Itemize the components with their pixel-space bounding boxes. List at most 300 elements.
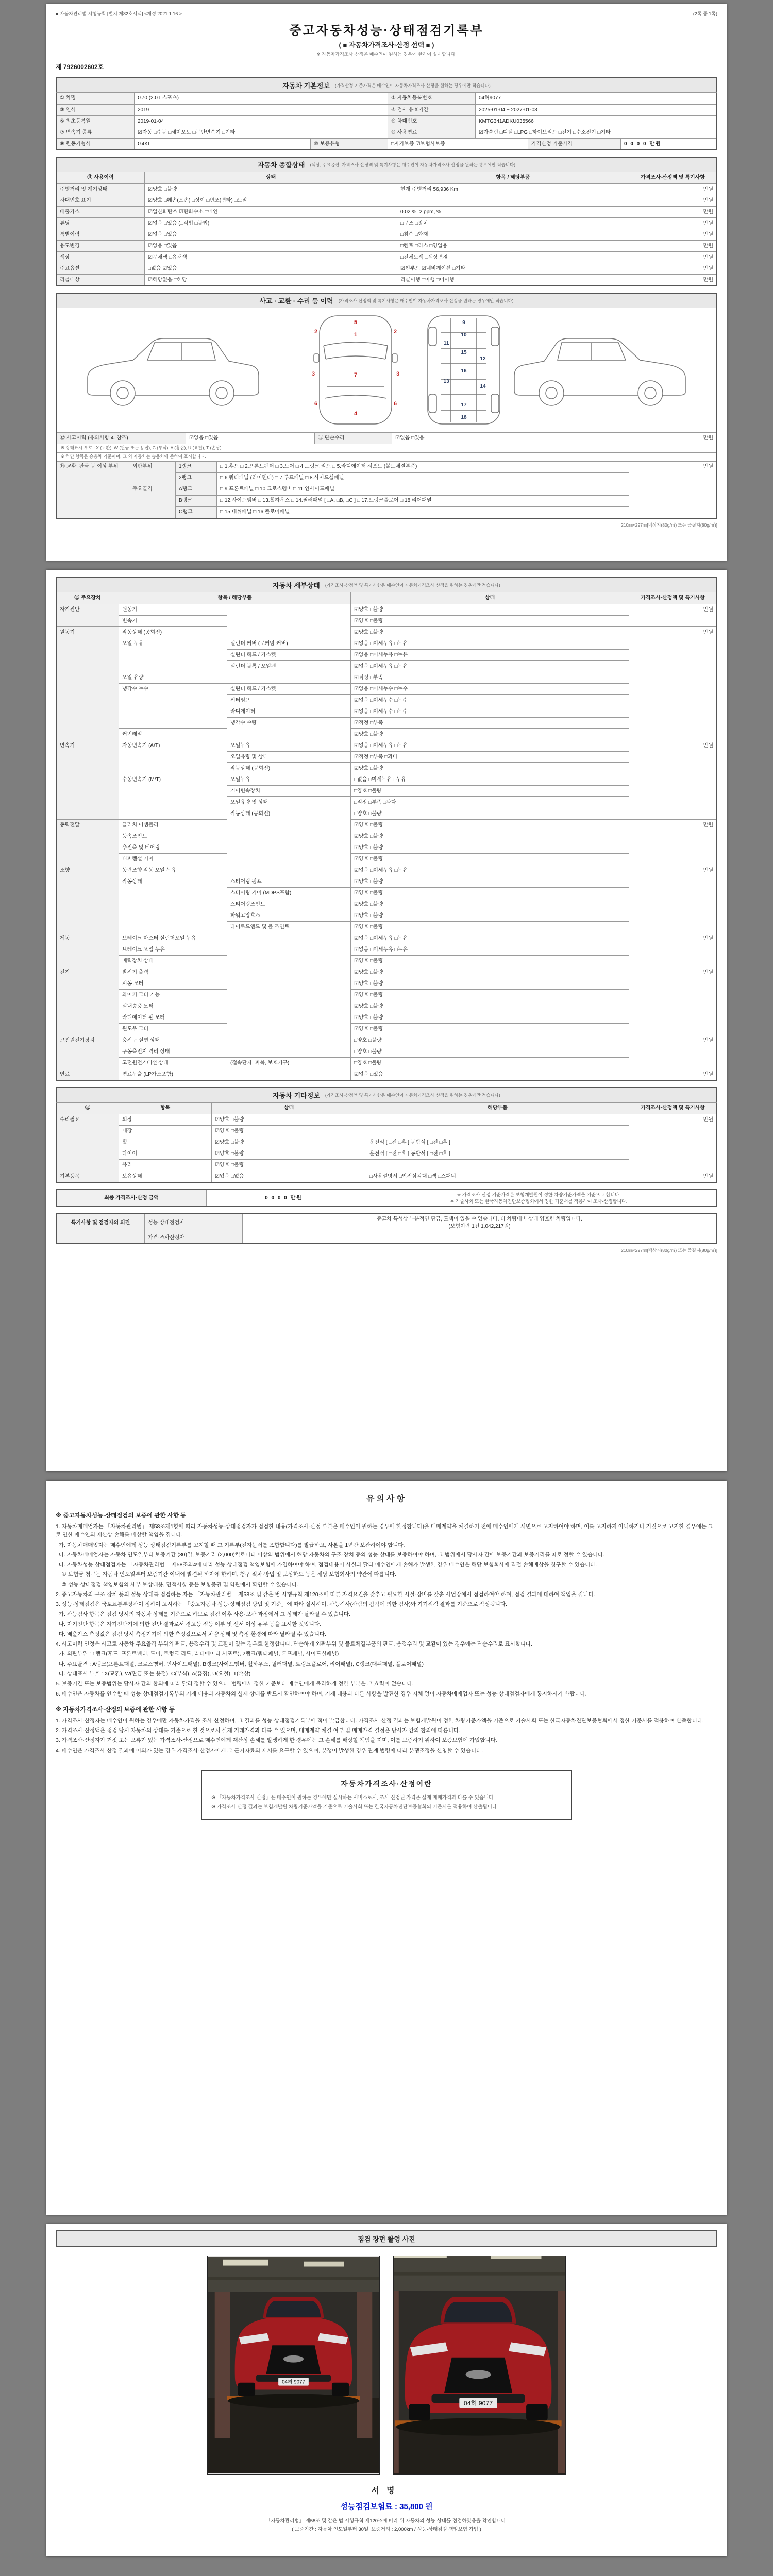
item-cell: 보유상태 xyxy=(119,1171,211,1182)
price-cell: 만원 xyxy=(629,229,716,240)
group-cell xyxy=(57,955,119,967)
detail-row xyxy=(57,808,716,819)
sub-cell xyxy=(227,626,350,638)
price-cell xyxy=(629,660,716,672)
checkbox-cell: ☑가솔린 □디젤 □LPG □하이브리드 □전기 □수소전기 □기타 xyxy=(475,127,716,138)
item-cell: 변속기 xyxy=(119,615,227,626)
appraiser-label-cell: 가격·조사산정자 xyxy=(144,1232,242,1243)
price-cell: 만원 xyxy=(629,183,716,195)
item-cell: 오일 누유 xyxy=(119,638,227,649)
price-cell xyxy=(629,706,716,717)
summary-row xyxy=(57,183,716,195)
license-plate-text: 04허 9077 xyxy=(282,2379,305,2385)
item-cell: 유리 xyxy=(119,1159,211,1171)
item-cell: 충전구 절연 상태 xyxy=(119,1035,227,1046)
status-cell: ☑없음 □미세누유 □누유 xyxy=(350,660,629,672)
basic-section-header xyxy=(56,77,717,93)
svg-text:6: 6 xyxy=(393,401,397,407)
status-cell: ☑없음 □있음 xyxy=(186,432,314,444)
price-cell: 만원 xyxy=(629,865,716,876)
group-cell: 기본품목 xyxy=(57,1171,119,1182)
label-cell: ⑥ 차대번호 xyxy=(388,115,475,127)
notice-paragraph: 다. 자동차성능·상태점검자는 「자동차관리법」 제58조의4에 따라 성능·상태점검 책임보험에 가입하여야 하며, 점검내용이 사실과 달라 매수인에게 손해가 발생한 경우 매수인은 해당 보험회사에 직접 손해배상을 청구할 수 있습니다. xyxy=(56,1562,597,1568)
item-cell xyxy=(119,910,227,921)
item-cell: 라디에이터 팬 모터 xyxy=(119,1012,227,1023)
final-price-table xyxy=(56,1189,717,1207)
inspection-insurance-fee: 성능점검보험료 : 35,800 원 xyxy=(340,2502,433,2511)
price-cell: 만원 xyxy=(629,1035,716,1046)
group-cell xyxy=(57,944,119,955)
legend-text: ※ 하단 항목은 승용차 기준이며, 그 외 자동차는 승용차에 준하여 표시합니다. xyxy=(57,452,716,461)
status-cell: ☑양호 □불량 xyxy=(350,887,629,899)
price-cell xyxy=(629,762,716,774)
sub-cell xyxy=(227,672,350,683)
rank-row xyxy=(57,506,716,518)
status-cell: □양호 □불량 xyxy=(350,785,629,796)
etc-section-note: (가격조사·산정액 및 특기사항은 매수인이 자동차가격조사·산정을 원하는 경우에만 적습니다) xyxy=(325,1092,500,1098)
notice-paragraph: 6. 매수인은 자동차를 인수할 때 성능·상태점검기록부의 기재 내용과 자동차의 실제 상태를 반드시 확인하여야 하며, 기재 내용과 다른 사항을 발견한 경우 지체 없이 자동차매매업자 또는 성능·상태점검자에게 통지하시기 바랍니다. xyxy=(56,1690,587,1697)
header-cell: 상태 xyxy=(211,1103,366,1114)
legend-text: ※ 상태표시 부호 : X (교환), W (판금 또는 용접), C (부식), A (흠집), U (요철), T (손상) xyxy=(57,444,716,452)
inspection-photo-1 xyxy=(207,2256,380,2475)
page-number: (2쪽 중 1쪽) xyxy=(693,11,717,16)
status-cell: ☑없음 □미세누유 □누유 xyxy=(350,649,629,660)
status-cell: ☑양호 □불량 xyxy=(211,1125,366,1137)
final-note-line: ※ 기술사회 또는 한국자동차진단보증협회에서 정한 기준서를 적용하여 조사·산정합니다. xyxy=(450,1198,628,1204)
summary-row xyxy=(57,229,716,240)
group-cell xyxy=(57,706,119,717)
svg-text:4: 4 xyxy=(354,411,358,417)
sub-cell: 오일유량 및 상태 xyxy=(227,751,350,762)
detail-row xyxy=(57,672,716,683)
group-cell xyxy=(57,1125,119,1137)
status-cell: ☑양호 □불량 xyxy=(350,978,629,989)
etc-row xyxy=(57,1125,716,1137)
price-cell xyxy=(629,842,716,853)
group-cell xyxy=(57,1001,119,1012)
status-cell: ☑없음 □있음 xyxy=(144,229,397,240)
part-cell: 외판부위 xyxy=(129,461,175,472)
summary-header-row xyxy=(57,172,716,183)
group-cell xyxy=(57,921,119,933)
group-cell xyxy=(57,683,119,694)
notice-paragraph: 3. 가격조사·산정자가 거짓 또는 오류가 있는 가격조사·산정으로 매수인에게 재산상 손해를 발생하게 한 경우에는 그 손해를 배상할 책임을 지며, 이를 보증하기 위하여 보증보험에 가입합니다. xyxy=(56,1737,497,1744)
rank-row xyxy=(57,484,716,495)
status-cell: ☑양호 □불량 xyxy=(350,910,629,921)
sub-cell: (접속단자, 피복, 보호기구) xyxy=(227,1057,350,1069)
svg-text:6: 6 xyxy=(314,401,318,407)
label-cell: ⑬ 단순수리 xyxy=(314,432,392,444)
label-cell: 리콜대상 xyxy=(57,274,144,285)
sub-cell xyxy=(227,1046,350,1057)
price-cell: 만원 xyxy=(629,819,716,831)
group-cell xyxy=(57,876,119,887)
page-1 xyxy=(46,4,727,561)
page-title: 중고자동차성능·상태점검기록부 xyxy=(289,24,484,38)
accident-history-row xyxy=(57,432,716,444)
group-cell xyxy=(57,1057,119,1069)
sub-cell: 실린더 커버 (로커암 커버) xyxy=(227,638,350,649)
item-cell xyxy=(119,785,227,796)
sub-cell xyxy=(227,1069,350,1080)
price-cell xyxy=(629,989,716,1001)
item-cell: 외장 xyxy=(119,1114,211,1125)
label-cell: 특별이력 xyxy=(57,229,144,240)
price-cell xyxy=(629,1046,716,1057)
notice-paragraph: 4. 매수인은 가격조사·산정 결과에 이의가 있는 경우 가격조사·산정자에게 그 근거자료의 제시를 요구할 수 있으며, 분쟁이 발생한 경우 관계 법령에 따라 분쟁조정을 신청할 수 있습니다. xyxy=(56,1747,483,1754)
item-cell: 커먼레일 xyxy=(119,728,227,740)
price-cell xyxy=(629,955,716,967)
sub-cell: 기어변속장치 xyxy=(227,785,350,796)
detail-row xyxy=(57,842,716,853)
detail-row xyxy=(57,706,716,717)
basic-section-title: 자동차 기본정보 xyxy=(282,82,330,90)
label-cell: 용도변경 xyxy=(57,240,144,251)
detail-header-row xyxy=(57,592,716,604)
inspector-opinion-line: 중고차 특성상 부분적인 판금, 도색이 있을 수 있습니다. 타 차량대비 상태 양호한 차량입니다. xyxy=(376,1216,583,1223)
detail-row xyxy=(57,762,716,774)
status-cell: □양호 □불량 xyxy=(350,1035,629,1046)
basic-row xyxy=(57,127,716,138)
summary-section xyxy=(56,157,717,286)
status-cell: ☑양호 □불량 xyxy=(350,728,629,740)
rank-row xyxy=(57,472,716,484)
sub-cell: 작동상태 (공회전) xyxy=(227,808,350,819)
final-price-row xyxy=(57,1190,716,1206)
final-price-amount: 0 0 0 0 만원 xyxy=(206,1190,361,1206)
rank-row xyxy=(57,461,716,472)
header-cell: 상태 xyxy=(144,172,397,183)
detail-row xyxy=(57,694,716,706)
car-diagram-cell xyxy=(57,308,716,432)
item-cell: 내장 xyxy=(119,1125,211,1137)
exchange-label-cell: ⑭ 교환, 판금 등 이상 부위 xyxy=(57,461,129,472)
svg-text:16: 16 xyxy=(461,368,467,374)
sub-cell: 작동상태 (공회전) xyxy=(227,762,350,774)
opinion-table xyxy=(56,1213,717,1244)
group-cell xyxy=(57,910,119,921)
svg-text:15: 15 xyxy=(461,350,467,355)
header-cell: 항목 xyxy=(119,1103,211,1114)
detail-row xyxy=(57,728,716,740)
group-cell: 제동 xyxy=(57,933,119,944)
sub-cell xyxy=(227,728,350,740)
notice-title: 유의사항 xyxy=(366,1495,407,1503)
status-cell: ☑양호 □불량 xyxy=(350,604,629,615)
header-cell: ⑪ 사용이력 xyxy=(57,172,144,183)
notice-paragraph: ① 보험금 청구는 자동차 인도일부터 보증기간 이내에 발견된 하자에 한하며, 청구 절차·방법 및 보상한도 등은 해당 보험회사의 약관에 따릅니다. xyxy=(56,1571,397,1578)
checkbox-cell: □자가보증 ☑보험사보증 xyxy=(388,138,528,149)
item-cell: 냉각수 누수 xyxy=(119,683,227,694)
inspector-opinion-cell xyxy=(242,1214,716,1232)
sub-cell xyxy=(227,1012,350,1023)
detail-row xyxy=(57,1023,716,1035)
status-cell: ☑적정 □부족 xyxy=(350,717,629,728)
price-cell xyxy=(629,672,716,683)
basic-row xyxy=(57,138,716,149)
extra-cell: □전체도색 □색상변경 xyxy=(397,251,629,263)
price-cell xyxy=(629,785,716,796)
status-cell: ☑양호 □불량 xyxy=(350,876,629,887)
sub-cell xyxy=(227,865,350,876)
price-cell: 만원 xyxy=(629,1069,716,1080)
svg-text:11: 11 xyxy=(443,341,449,346)
extra-cell: 운전석 [ □전 □후 ] 동반석 [ □전 □후 ] xyxy=(366,1137,629,1148)
status-cell: ☑없음 □있음 xyxy=(350,1069,629,1080)
notice-section-1-heading: ※ 중고자동차성능·상태점검의 보증에 관한 사항 등 xyxy=(56,1513,187,1519)
status-cell: ☑양호 □불량 xyxy=(350,615,629,626)
price-cell xyxy=(629,717,716,728)
item-cell: 실내송풍 모터 xyxy=(119,1001,227,1012)
notice-paragraph: 2. 가격조사·산정액은 점검 당시 자동차의 상태를 기준으로 한 것으로서 실제 거래가격과 다를 수 있으며, 매매계약 체결 여부 및 매매가격 결정은 당사자 간의 합의에 따릅니다. xyxy=(56,1727,461,1734)
sub-cell xyxy=(227,978,350,989)
status-cell: □양호 □불량 xyxy=(350,1057,629,1069)
group-cell xyxy=(57,1159,119,1171)
group-cell xyxy=(57,808,119,819)
value-cell: 04허9077 xyxy=(475,93,716,104)
notice-paragraph: 가. 외판부위 : 1랭크(후드, 프론트펜더, 도어, 트렁크 리드, 라디에이터 서포트), 2랭크(쿼터패널, 루프패널, 사이드실패널) xyxy=(56,1651,339,1657)
final-note-line: ※ 가격조사·산정 기준가격은 보험개발원이 정한 차량기준가액을 기준으로 합니다. xyxy=(457,1192,621,1197)
summary-row xyxy=(57,274,716,285)
group-cell: 자기진단 xyxy=(57,604,119,615)
checkbox-cell: ☑자동 □수동 □세미오토 □무단변속기 □기타 xyxy=(134,127,388,138)
status-cell: ☑없음 □미세누유 □누유 xyxy=(350,933,629,944)
detail-row xyxy=(57,967,716,978)
item-cell: 추진축 및 베어링 xyxy=(119,842,227,853)
status-cell: ☑양호 □불량 xyxy=(350,831,629,842)
group-cell xyxy=(57,1137,119,1148)
group-cell: 동력전달 xyxy=(57,819,119,831)
detail-row xyxy=(57,1012,716,1023)
notice-paragraph: 나. 주요골격 : A랭크(프론트패널, 크로스멤버, 인사이드패널), B랭크(사이드멤버, 휠하우스, 필러패널, 트렁크플로어, 리어패널), C랭크(대쉬패널, 플로어패널) xyxy=(56,1660,424,1667)
label-cell: ⑤ 최초등록일 xyxy=(57,115,134,127)
extra-cell: □사용설명서 □안전삼각대 □잭 □스패너 xyxy=(366,1171,629,1182)
group-cell xyxy=(57,978,119,989)
notice-paragraph: 다. 배출가스 측정값은 점검 당시 측정기기에 의한 측정값으로서 차량 상태 및 측정 환경에 따라 달라질 수 있습니다. xyxy=(56,1631,326,1637)
extra-cell: ☑썬루프 ☑네비게이션 □기타 xyxy=(397,263,629,274)
detail-row xyxy=(57,796,716,808)
extra-cell: □구조 □장치 xyxy=(397,217,629,229)
svg-text:13: 13 xyxy=(443,379,449,384)
inspector-label-cell: 성능·상태점검자 xyxy=(144,1214,242,1232)
detail-row xyxy=(57,910,716,921)
summary-row xyxy=(57,206,716,217)
item-cell: 자동변속기 (A/T) xyxy=(119,740,227,751)
header-cell: 가격조사·산정액 및 특기사항 xyxy=(629,592,716,604)
part-cell xyxy=(129,495,175,506)
exchange-label-cell xyxy=(57,506,129,518)
header-cell: 가격조사·산정액 및 특기사항 xyxy=(629,1103,716,1114)
detail-row xyxy=(57,1057,716,1069)
price-cell: 만원 xyxy=(629,251,716,263)
price-cell: 만원 xyxy=(629,1171,716,1182)
item-cell xyxy=(119,921,227,933)
extra-cell xyxy=(366,1125,629,1137)
etc-row xyxy=(57,1171,716,1182)
label-cell: ② 자동차등록번호 xyxy=(388,93,475,104)
group-cell: 연료 xyxy=(57,1069,119,1080)
status-cell: ☑일산화탄소 ☑탄화수소 □매연 xyxy=(144,206,397,217)
header-cell: 항목 / 해당부품 xyxy=(119,592,350,604)
signature-heading: 서명 xyxy=(371,2486,402,2495)
accident-section-note: (가격조사·산정액 및 특기사항은 매수인이 자동차가격조사·산정을 원하는 경우에만 적습니다) xyxy=(338,298,514,303)
sub-cell: 스티어링조인트 xyxy=(227,899,350,910)
basic-section-note: (가격산정 기준가격은 매수인이 자동차가격조사·산정을 원하는 경우에만 적습니다) xyxy=(334,82,491,88)
detail-row xyxy=(57,921,716,933)
detail-row xyxy=(57,785,716,796)
header-cell: 해당부품 xyxy=(366,1103,629,1114)
detail-row xyxy=(57,717,716,728)
opinion-head-cell xyxy=(57,1232,144,1243)
status-cell: □적정 □부족 □과다 xyxy=(350,796,629,808)
price-cell xyxy=(629,1159,716,1171)
detail-row xyxy=(57,683,716,694)
detail-row xyxy=(57,944,716,955)
header-cell: 상태 xyxy=(350,592,629,604)
group-cell xyxy=(57,717,119,728)
value-cell: 2025-01-04 ~ 2027-01-03 xyxy=(475,104,716,115)
extra-cell: 리콜이행 □이행 □미이행 xyxy=(397,274,629,285)
price-cell: 만원 xyxy=(629,274,716,285)
panel-items-cell: □ 15.대쉬패널 □ 16.플로어패널 xyxy=(216,506,629,518)
price-cell xyxy=(629,638,716,649)
label-cell: ① 차명 xyxy=(57,93,134,104)
group-cell xyxy=(57,831,119,842)
item-cell: 동력조향 작동 오일 누유 xyxy=(119,865,227,876)
value-cell: G70 (2.0T 스포츠) xyxy=(134,93,388,104)
price-cell xyxy=(629,649,716,660)
svg-text:9: 9 xyxy=(462,320,465,326)
svg-text:3: 3 xyxy=(396,371,400,377)
price-cell: 만원 xyxy=(629,206,716,217)
inspection-photo-2 xyxy=(393,2256,566,2475)
label-cell: ⑦ 변속기 종류 xyxy=(57,127,134,138)
opinion-row xyxy=(57,1232,716,1243)
rank-row xyxy=(57,495,716,506)
sub-cell xyxy=(227,955,350,967)
svg-text:17: 17 xyxy=(461,402,467,408)
item-cell: 배력장치 상태 xyxy=(119,955,227,967)
summary-section-title: 자동차 종합상태 xyxy=(257,161,305,169)
label-cell: ④ 검사 유효기간 xyxy=(388,104,475,115)
price-cell xyxy=(629,887,716,899)
item-cell: 브레이크 오일 누유 xyxy=(119,944,227,955)
price-cell xyxy=(629,910,716,921)
label-cell: ⑩ 보증유형 xyxy=(310,138,388,149)
part-cell: 주요골격 xyxy=(129,484,175,495)
rank-cell: A랭크 xyxy=(175,484,216,495)
price-cell xyxy=(629,1012,716,1023)
accident-section xyxy=(56,293,717,519)
accident-section-title: 사고 · 교환 · 수리 등 이력 xyxy=(259,297,333,305)
photo-row xyxy=(56,2256,717,2475)
price-cell xyxy=(629,899,716,910)
price-cell: 만원 xyxy=(629,240,716,251)
header-cell: ⑮ 주요장치 xyxy=(57,592,119,604)
extra-cell: 운전석 [ □전 □후 ] 동반석 [ □전 □후 ] xyxy=(366,1148,629,1159)
item-cell xyxy=(119,649,227,660)
opinion-row xyxy=(57,1214,716,1232)
rank-cell: C랭크 xyxy=(175,506,216,518)
panel-items-cell: □ 6.쿼터패널 (리어펜더) □ 7.루프패널 □ 8.사이드실패널 xyxy=(216,472,629,484)
group-cell xyxy=(57,762,119,774)
photo-section-title: 점검 장면 촬영 사진 xyxy=(56,2230,717,2247)
extra-cell: 현재 주행거리 56,936 Km xyxy=(397,183,629,195)
item-cell xyxy=(119,808,227,819)
notice-paragraph: 5. 보증기간 또는 보증범위는 당사자 간의 합의에 따라 달리 정할 수 있으나, 법령에서 정한 기준보다 매수인에게 불리하게 정한 부분은 그 효력이 없습니다. xyxy=(56,1681,414,1687)
status-cell: ☑없음 □미세누유 □누유 xyxy=(350,740,629,751)
header-cell: 가격조사·산정액 및 특기사항 xyxy=(629,172,716,183)
detail-row xyxy=(57,649,716,660)
opinion-head-cell: 특기사항 및 점검자의 의견 xyxy=(57,1214,144,1232)
panel-items-cell: □ 9.프론트패널 □ 10.크로스멤버 □ 11.인사이드패널 xyxy=(216,484,629,495)
price-definition-title: 자동차가격조사·산정이란 xyxy=(341,1779,432,1788)
status-cell: ☑양호 □불량 xyxy=(211,1148,366,1159)
etc-section-title: 자동차 기타정보 xyxy=(273,1092,320,1099)
item-cell: 연료누출 (LP가스포함) xyxy=(119,1069,227,1080)
price-cell: 만원 xyxy=(629,195,716,206)
detail-row xyxy=(57,604,716,615)
notice-paragraph: 나. 자동차매매업자는 자동차 인도일부터 보증기간 (30)일, 보증거리 (2,000)킬로미터 이상의 범위에서 해당 자동차의 구조·장치 등의 성능·상태를 보증하여야 하며, 그 범위에서 당사자 간에 보증기간과 보증거리를 따로 정할 수 있습니다. xyxy=(56,1551,605,1558)
sub-cell xyxy=(227,933,350,944)
notice-paragraph: 3. 성능·상태점검은 국토교통부장관이 정하여 고시하는 「중고자동차 성능·상태점검 방법 및 기준」에 따라 실시하며, 관능검사(사람의 감각에 의한 검사)와 기기점검 결과를 기준으로 작성됩니다. xyxy=(56,1601,507,1608)
svg-text:12: 12 xyxy=(480,356,486,362)
car-diagram xyxy=(67,310,706,431)
document-number: 제 7926002602호 xyxy=(56,63,104,71)
sub-cell: 워터펌프 xyxy=(227,694,350,706)
group-cell xyxy=(57,774,119,785)
item-cell xyxy=(119,694,227,706)
exchange-label-cell xyxy=(57,472,129,484)
sub-cell: 스티어링 펌프 xyxy=(227,876,350,887)
part-cell xyxy=(129,472,175,484)
item-cell: 발전기 출력 xyxy=(119,967,227,978)
status-cell: ☑해당없음 □해당 xyxy=(144,274,397,285)
sub-cell xyxy=(227,944,350,955)
value-cell: 2019-01-04 xyxy=(134,115,388,127)
car-side-view-left xyxy=(88,338,259,405)
inspector-opinion-line: (보험이력 1건 1,042,217원) xyxy=(448,1224,511,1230)
etc-row xyxy=(57,1114,716,1125)
item-cell: 오일 유량 xyxy=(119,672,227,683)
item-cell: 와이퍼 모터 기능 xyxy=(119,989,227,1001)
status-cell: ☑없음 □미세누유 □누유 xyxy=(350,865,629,876)
status-cell: ☑양호 □불량 xyxy=(350,819,629,831)
detail-row xyxy=(57,638,716,649)
summary-section-header xyxy=(56,157,717,172)
signature-legal-line: 「자동차관리법」 제58조 및 같은 법 시행규칙 제120조에 따라 위 자동차의 성능·상태를 점검하였음을 확인합니다. xyxy=(265,2518,508,2524)
rank-cell: 2랭크 xyxy=(175,472,216,484)
status-cell: ☑없음 □미세누수 □누수 xyxy=(350,694,629,706)
group-cell: 변속기 xyxy=(57,740,119,751)
price-cell xyxy=(629,683,716,694)
extra-cell xyxy=(397,195,629,206)
item-cell: 고전원전기배선 상태 xyxy=(119,1057,227,1069)
group-cell xyxy=(57,842,119,853)
group-cell xyxy=(57,1012,119,1023)
base-price-label: 가격산정 기준가격 xyxy=(528,138,620,149)
price-cell xyxy=(629,944,716,955)
group-cell xyxy=(57,1023,119,1035)
diagram-row xyxy=(57,308,716,432)
detail-row xyxy=(57,615,716,626)
notice-paragraph: ② 성능·상태점검 책임보험의 세부 보상내용, 면책사항 등은 보험증권 및 약관에서 확인할 수 있습니다. xyxy=(56,1581,299,1588)
item-cell xyxy=(119,762,227,774)
group-cell xyxy=(57,887,119,899)
label-cell: 차대번호 표기 xyxy=(57,195,144,206)
svg-text:5: 5 xyxy=(354,319,358,326)
base-price-value: 0 0 0 0 만원 xyxy=(620,138,716,149)
